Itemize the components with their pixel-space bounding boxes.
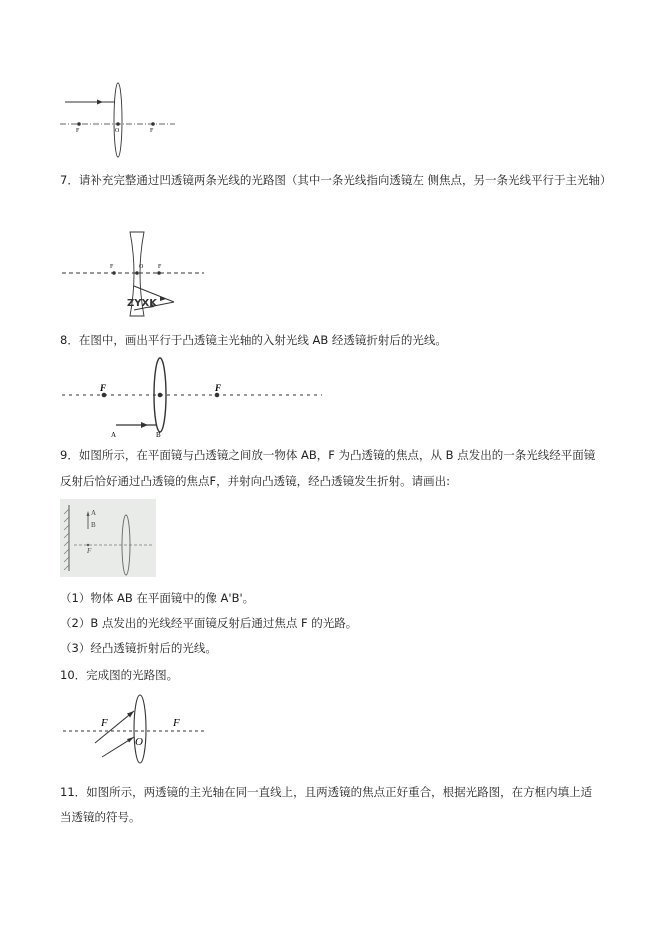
q8-convex-lens-diagram <box>60 357 325 442</box>
q10-question-text: 10．完成图的光路图。 <box>60 668 179 682</box>
q10-label-o: O <box>135 736 143 748</box>
q6-label-f-right: F <box>150 128 154 134</box>
q7-label-o: O <box>139 264 144 270</box>
q8-label-b: B <box>156 431 161 439</box>
q7-watermark: ZYXK <box>127 298 157 309</box>
q7-label-f-left: F <box>110 264 114 270</box>
q9-label-b: B <box>91 521 96 529</box>
q10-label-f-right: F <box>173 717 180 729</box>
q9-label-a: A <box>91 509 97 517</box>
q9-mirror-lens-photo <box>60 499 156 577</box>
q9-sub-item-2: （2）B 点发出的光线经平面镜反射后通过焦点 F 的光路。 <box>60 616 358 630</box>
q10-label-f-left: F <box>101 717 108 729</box>
q8-label-f-right: F <box>215 383 222 393</box>
q9-sub-item-3: （3）经凸透镜折射后的光线。 <box>60 641 217 655</box>
q8-label-f-left: F <box>100 383 107 393</box>
q9-question-text-line2: 反射后恰好通过凸透镜的焦点F，并射向凸透镜，经凸透镜发生折射。请画出: <box>60 474 450 488</box>
q6-lens-diagram <box>60 82 180 162</box>
q7-label-f-right: F <box>158 264 162 270</box>
q11-question-text-line1: 11．如图所示，两透镜的主光轴在同一直线上，且两透镜的焦点正好重合，根据光路图，在方框内填上适 <box>60 785 593 799</box>
q6-label-f-left: F <box>76 128 80 134</box>
q8-question-text: 8．在图中，画出平行于凸透镜主光轴的入射光线 AB 经透镜折射后的光线。 <box>60 333 447 347</box>
q7-concave-lens-diagram <box>62 228 207 320</box>
q10-convex-lens-diagram <box>60 693 210 767</box>
q9-label-f: F <box>87 547 92 555</box>
q6-label-o: O <box>115 128 120 134</box>
q7-question-text: 7．请补充完整通过凹透镜两条光线的光路图（其中一条光线指向透镜左 侧焦点，另一条光线平行于主光轴） <box>60 173 612 187</box>
q8-label-a: A <box>111 431 117 439</box>
q11-question-text-line2: 当透镜的符号。 <box>60 810 141 824</box>
q9-sub-item-1: （1）物体 AB 在平面镜中的像 A'B'。 <box>60 591 255 605</box>
q9-question-text-line1: 9．如图所示，在平面镜与凸透镜之间放一物体 AB，F 为凸透镜的焦点，从 B 点发出的一条光线经平面镜 <box>60 448 596 462</box>
